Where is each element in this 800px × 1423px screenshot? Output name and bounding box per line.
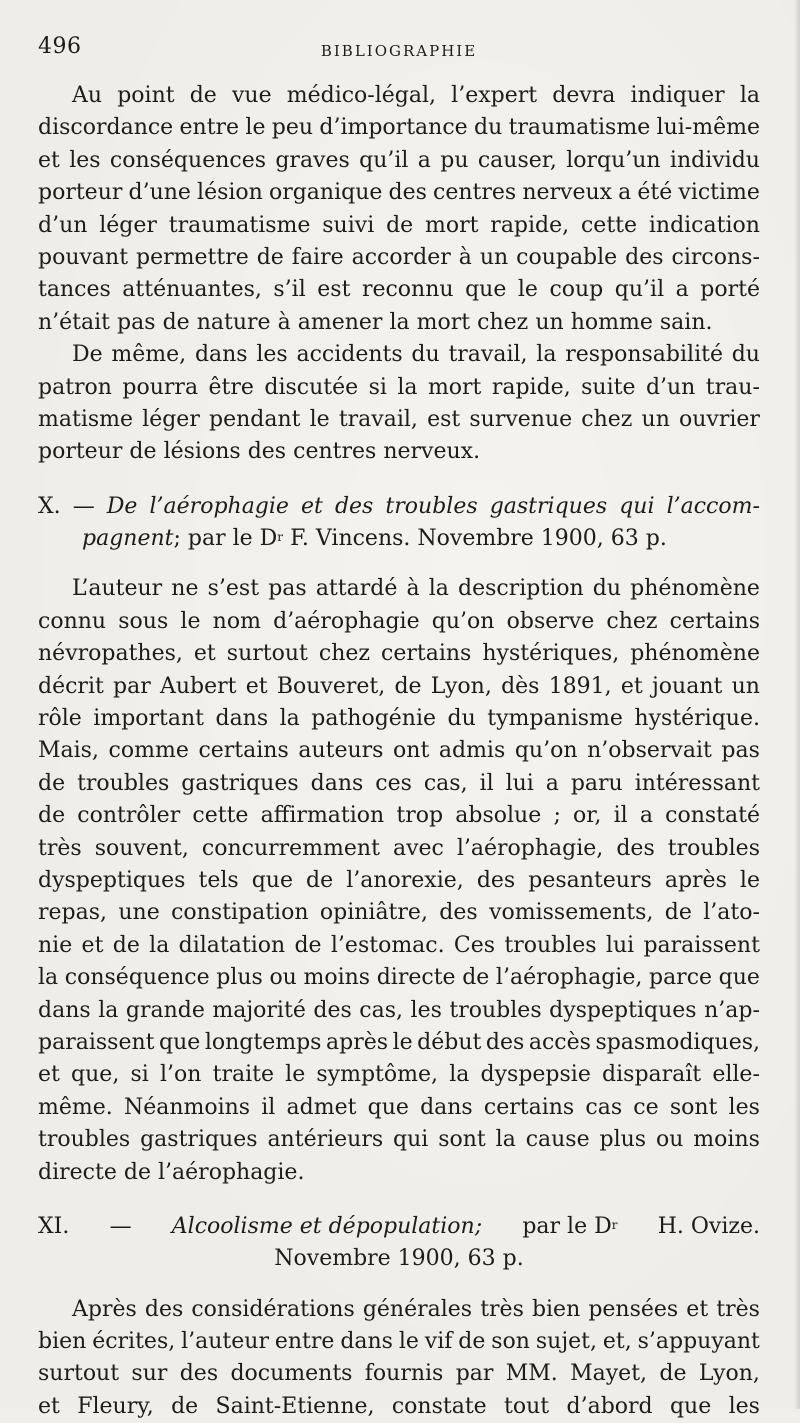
text-line: paraissent que longtemps après le début des accès spasmodiques, xyxy=(38,1029,760,1055)
text-line: bien écrites, l’auteur entre dans le vif de son sujet, et, s’appuyant xyxy=(38,1329,760,1355)
section-author-date: F. Vincens. Novembre 1900, 63 p. xyxy=(290,526,667,552)
title-word: troubles xyxy=(385,493,478,519)
text-line: L’auteur ne s’est pas attardé à la description du phénomène xyxy=(72,576,760,602)
page-edge-shadow xyxy=(794,0,800,1409)
section-byline: par le $D^r$ xyxy=(522,1213,618,1239)
text-line: de troubles gastriques dans ces cas, il lui a paru intéressant xyxy=(38,770,760,796)
text-line: la conséquence plus ou moins directe de l’aérophagie, parce que xyxy=(38,965,760,991)
section-title-continued: pagnent xyxy=(82,526,174,552)
text-line: décrit par Aubert et Bouveret, de Lyon, dès 1891, et jouant un xyxy=(38,673,760,699)
running-head: BIBLIOGRAPHIE xyxy=(320,42,478,60)
heading-line xyxy=(38,1243,760,1275)
title-word: qui xyxy=(619,493,655,519)
heading-line xyxy=(38,491,760,523)
text-line: patron pourra être discutée si la mort rapide, suite d’un trau- xyxy=(38,374,760,400)
intro-paragraphs xyxy=(38,80,760,469)
text-line: Mais, comme certains auteurs ont admis qu’on n’observait pas xyxy=(38,738,760,764)
text-line: surtout sur des documents fournis par MM. Mayet, de Lyon, xyxy=(38,1361,760,1387)
text-line: même. Néanmoins il admet que dans certains cas ce sont les xyxy=(38,1094,760,1120)
text-line: Après des considérations générales très bien pensées et très xyxy=(72,1296,760,1322)
text-line: troubles gastriques antérieurs qui sont la cause plus ou moins xyxy=(38,1127,760,1153)
page-header xyxy=(38,34,760,64)
text-line: rôle important dans la pathogénie du tympanisme hystérique. xyxy=(38,706,760,732)
text-line: connu sous le nom d’aérophagie qu’on observe chez certains xyxy=(38,608,760,634)
text-line: dans la grande majorité des cas, les troubles dyspeptiques n’ap- xyxy=(38,997,760,1023)
section-x-heading xyxy=(38,491,760,556)
text-line: de contrôler cette affirmation trop absolue ; or, il a constaté xyxy=(38,803,760,829)
paragraph xyxy=(38,80,760,339)
text-line: pouvant permettre de faire accorder à un coupable des circons- xyxy=(38,244,760,270)
text-line: directe de l’aérophagie. xyxy=(38,1159,305,1185)
title-word: l’accom- xyxy=(666,493,760,519)
text-line: très souvent, concurremment avec l’aérophagie, des troubles xyxy=(38,835,760,861)
text-line: discordance entre le peu d’importance du traumatisme lui-même xyxy=(38,115,760,141)
section-xi-body xyxy=(38,1294,760,1423)
text-line: tances atténuantes, s’il est reconnu que le coup qu’il a porté xyxy=(38,277,760,303)
doctor-abbrev-sup: r xyxy=(611,1217,618,1232)
text-line: et les conséquences graves qu’il a pu causer, lorqu’un individu xyxy=(38,147,760,173)
text-line: porteur d’une lésion organique des centres nerveux a été victime xyxy=(38,180,760,206)
section-date: Novembre 1900, 63 p. xyxy=(274,1246,524,1272)
text-line: d’un léger traumatisme suivi de mort rapide, cette indication xyxy=(38,212,760,238)
text-line: Au point de vue médico-légal, l’expert devra indiquer la xyxy=(72,83,760,108)
text-line: De même, dans les accidents du travail, la responsabilité du xyxy=(72,342,760,368)
section-dash: — xyxy=(109,1213,132,1239)
paragraph xyxy=(38,339,760,469)
section-numeral: X. xyxy=(38,493,61,519)
text-line: et que, si l’on traite le symptôme, la dyspepsie disparaît elle- xyxy=(38,1062,760,1088)
heading-line xyxy=(38,1211,760,1243)
body-text xyxy=(38,80,760,1423)
section-title: Alcoolisme et dépopulation; xyxy=(171,1213,483,1239)
section-numeral: XI. xyxy=(38,1213,70,1239)
text-line: repas, une constipation opiniâtre, des vomissements, de l’ato- xyxy=(38,900,760,926)
doctor-abbrev-sup: r xyxy=(277,530,284,545)
text-line: matisme léger pendant le travail, est survenue chez un ouvrier xyxy=(38,406,760,432)
text-line: dyspeptiques tels que de l’anorexie, des pesanteurs après le xyxy=(38,867,760,893)
section-author: H. Ovize. xyxy=(657,1213,760,1239)
title-word: et xyxy=(301,493,323,519)
section-byline: ; par le $D^r$ xyxy=(173,526,284,552)
section-x-body xyxy=(38,573,760,1188)
text-line: et Fleury, de Saint-Etienne, constate tout d’abord que les xyxy=(38,1393,760,1419)
title-word: des xyxy=(334,493,374,519)
text-line: porteur de lésions des centres nerveux. xyxy=(38,439,481,465)
section-dash: — xyxy=(72,493,95,519)
title-word: De xyxy=(106,493,138,519)
text-line: névropathes, et surtout chez certains hystériques, phénomène xyxy=(38,641,760,667)
text-line: nie et de la dilatation de l’estomac. Ces troubles lui paraissent xyxy=(38,932,760,958)
section-xi-heading xyxy=(38,1211,760,1276)
title-word: gastriques xyxy=(489,493,608,519)
title-word: l’aérophagie xyxy=(149,493,289,519)
page-number: 496 xyxy=(38,34,82,59)
heading-line xyxy=(38,523,760,555)
text-line: n’était pas de nature à amener la mort chez un homme sain. xyxy=(38,309,713,335)
